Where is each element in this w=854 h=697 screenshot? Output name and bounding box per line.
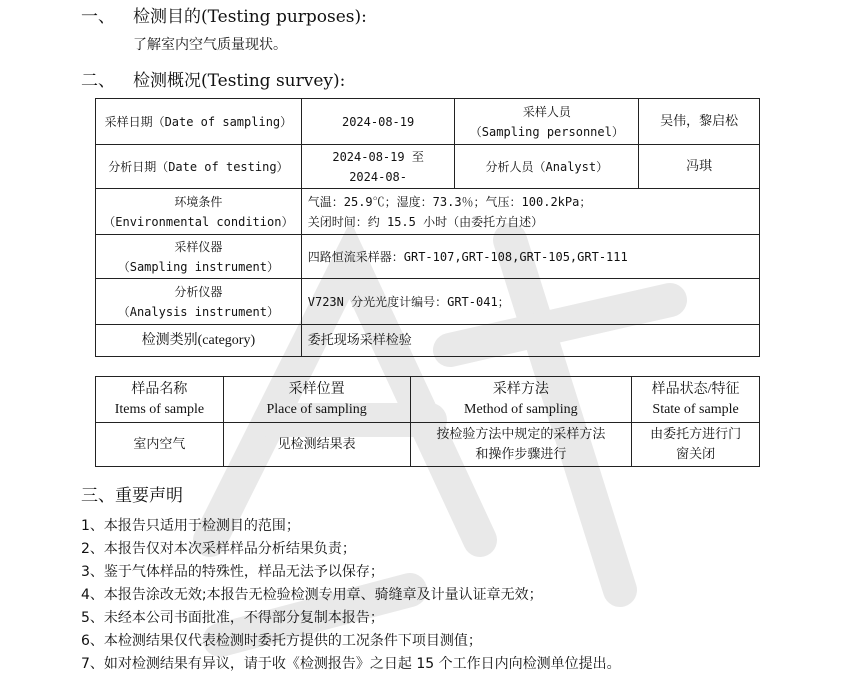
category-label: 检测类别(category) [96,325,302,357]
statement-item: 6、本检测结果仅代表检测时委托方提供的工况条件下项目测值； [81,633,482,649]
sample-item-value: 室内空气 [96,423,224,467]
table-row [96,325,760,357]
analysis-instrument-value: V723N 分光光度计编号：GRT-041； [301,279,759,325]
analysis-instrument-label-cn: 分析仪器 [174,284,223,299]
table-row [96,377,760,423]
sampling-instrument-value: 四路恒流采样器：GRT-107,GRT-108,GRT-105,GRT-111 [301,235,759,279]
section-1-text: 了解室内空气质量现状。 [133,37,287,53]
section-2-number: 二、 [81,71,115,91]
section-1-title: 检测目的(Testing purposes): [133,7,367,27]
table-row [96,423,760,467]
sampling-instrument-label-cn: 采样仪器 [174,239,223,254]
sample-state-line2: 窗关闭 [676,446,716,462]
sample-state-line1: 由委托方进行门 [650,426,742,442]
analyst-value: 冯琪 [639,145,760,189]
table-row [96,189,760,235]
table-row [96,99,760,145]
table-row [96,235,760,279]
header-item-cn: 样品名称 [131,381,188,397]
env-condition-label-cn: 环境条件 [174,194,223,209]
category-value: 委托现场采样检验 [301,325,759,357]
sampling-instrument-label-en: （Sampling instrument） [117,259,280,274]
sampling-instrument-label [96,235,302,279]
header-place-cn: 采样位置 [288,381,345,397]
sample-method-line1: 按检验方法中规定的采样方法 [436,426,606,442]
header-item [96,377,224,423]
header-state [632,377,760,423]
statement-item: 5、未经本公司书面批准，不得部分复制本报告； [81,610,384,626]
section-2-title: 检测概况(Testing survey): [133,71,346,91]
sampling-personnel-label-cn: 采样人员 [522,104,571,119]
header-place-en: Place of sampling [266,401,367,417]
sample-place-value: 见检测结果表 [223,423,410,467]
sampling-personnel-value: 吴伟，黎启松 [639,99,760,145]
sample-table [95,376,760,467]
section-3-title: 三、重要声明 [81,486,183,506]
header-state-cn: 样品状态/特征 [651,381,740,397]
statement-item: 7、如对检测结果有异议，请于收《检测报告》之日起 15 个工作日内向检测单位提出。 [81,656,621,672]
sampling-personnel-label-en: （Sampling personnel） [469,124,624,139]
sample-method-line2: 和操作步骤进行 [475,446,567,462]
testing-date-end: 2024-08- [349,169,407,184]
sample-method-value [410,423,632,467]
header-method-en: Method of sampling [464,401,578,417]
table-row [96,279,760,325]
header-method [410,377,632,423]
header-method-cn: 采样方法 [492,381,549,397]
statement-item: 2、本报告仅对本次采样样品分析结果负责； [81,541,356,557]
env-condition-label [96,189,302,235]
testing-date-label: 分析日期（Date of testing） [96,145,302,189]
sampling-date-value: 2024-08-19 [301,99,455,145]
analyst-label: 分析人员（Analyst） [455,145,639,189]
analysis-instrument-label-en: （Analysis instrument） [117,304,280,319]
env-condition-closing-time: 关闭时间：约 15.5 小时（由委托方自述） [307,214,544,229]
env-condition-value [301,189,759,235]
sampling-date-label: 采样日期（Date of sampling） [96,99,302,145]
header-item-en: Items of sample [114,401,205,417]
env-condition-label-en: （Environmental condition） [103,214,294,229]
statement-item: 4、本报告涂改无效;本报告无检验检测专用章、骑缝章及计量认证章无效； [81,587,543,603]
header-place [223,377,410,423]
survey-table [95,98,760,357]
statement-item: 3、鉴于气体样品的特殊性，样品无法予以保存； [81,564,384,580]
sampling-personnel-label [455,99,639,145]
table-row [96,145,760,189]
env-condition-weather: 气温：25.9℃；湿度：73.3％；气压：100.2kPa； [307,194,592,209]
statement-item: 1、本报告只适用于检测目的范围； [81,518,300,534]
analysis-instrument-label [96,279,302,325]
sample-state-value [632,423,760,467]
header-state-en: State of sample [652,401,739,417]
section-1-number: 一、 [81,7,115,27]
testing-date-start: 2024-08-19 至 [332,149,424,164]
testing-date-value [301,145,455,189]
